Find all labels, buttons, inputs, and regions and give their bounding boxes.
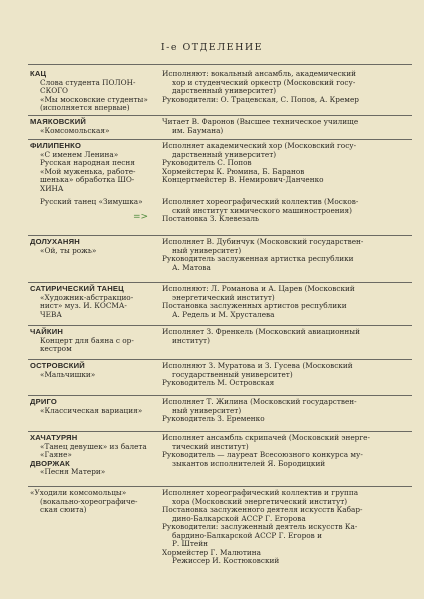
work-line: «Комсомольская» (40, 125, 110, 135)
entry-work (30, 70, 156, 113)
composer-name: ОСТРОВСКИЙ (30, 361, 85, 370)
performer-line: А. Редель и М. Хрусталева (172, 309, 275, 319)
performer-line: Постановка З. Клевезаль (162, 214, 259, 223)
composer-name: ЧАЙКИН (30, 327, 64, 336)
performer-line: бардино-Балкарской АССР Г. Егоров и (172, 530, 322, 540)
performer-line: ский институт химического машиностроения) (172, 205, 352, 215)
entry-performers (162, 434, 408, 468)
performer-line: тический институт) (172, 441, 249, 451)
entry-performers (162, 70, 408, 104)
work-line: «Уходили комсомольцы» (30, 488, 127, 497)
work-line: «С именем Ленина» (40, 149, 119, 159)
work-line: «Художник-абстракцио- (40, 292, 134, 302)
performer-line: Исполняет хореографический коллектив и группа (162, 488, 359, 497)
entry-performers (162, 118, 408, 135)
performer-line: Руководитель заслуженная артистка республики (162, 254, 354, 263)
work-line: СКОГО (40, 86, 69, 95)
entry-performers (162, 285, 408, 319)
composer-name: ДВОРЖАК (30, 458, 70, 468)
entry-performers (162, 398, 408, 424)
performer-line: Хормейстер Г. Малютина (162, 547, 261, 557)
entry-performers (162, 362, 408, 388)
entry-performers (162, 198, 408, 224)
performer-line: государственный университет) (172, 369, 293, 379)
performer-line: энергетический институт) (172, 292, 275, 302)
entry-work (30, 328, 156, 354)
performer-line: Исполняют: Л. Романова и А. Царев (Московский (162, 284, 355, 293)
work-line: «Песня Матери» (40, 467, 106, 476)
work-line: «Ой, ты рожь» (40, 245, 97, 255)
performer-line: Концертмейстер В. Немирович-Данченко (162, 175, 324, 184)
entry-work (30, 285, 156, 319)
performer-line: Руководитель — лауреат Всесоюзного конкурса му- (162, 450, 363, 459)
entry-work (30, 489, 156, 515)
entry-performers (162, 238, 408, 272)
work-line: «Танец девушек» из балета (40, 441, 147, 451)
performer-line: Исполняет В. Дубинчук (Московский государствен- (162, 237, 364, 246)
work-line: «Мальчишки» (40, 369, 96, 379)
work-line: (вокально-хореографиче- (40, 496, 138, 506)
performer-line: Р. Штейн (172, 539, 208, 548)
composer-name: ДРИГО (30, 397, 58, 406)
entry-work (30, 434, 156, 477)
work-line: «Мы московские студенты» (40, 94, 148, 104)
performer-line: хор и студенческий оркестр (Московский госу- (172, 77, 356, 87)
entry-work (30, 142, 156, 193)
performer-line: Руководитель С. Попов (162, 158, 252, 167)
work-line: (исполняется впервые) (40, 103, 130, 112)
arrow-mark: => (133, 212, 149, 222)
composer-name: МАЯКОВСКИЙ (30, 117, 87, 126)
performer-line: зыкантов исполнителей Я. Бородицкий (172, 458, 326, 468)
performer-line: ный университет) (172, 405, 242, 415)
performer-line: Исполняет ансамбль скрипачей (Московский энерге- (162, 433, 370, 442)
performer-line: дарственный университет) (172, 149, 277, 159)
section-heading: I-е ОТДЕЛЕНИЕ (160, 42, 264, 53)
performer-line: дарственный университет) (172, 86, 277, 95)
performer-line: Постановка заслуженных артистов республики (162, 301, 347, 310)
performer-line: Исполняют: вокальный ансамбль, академический (162, 69, 356, 78)
performer-line: Постановка заслуженного деятеля искусств Кабар- (162, 505, 363, 514)
work-line: Русская народная песня (40, 158, 135, 167)
work-line: шенька» обработка ШО- (40, 175, 135, 184)
entry-work (30, 238, 156, 255)
work-line: ЧЕВА (40, 309, 62, 319)
work-line: «Классическая вариация» (40, 405, 143, 415)
performer-line: институт) (172, 335, 210, 345)
performer-line: Руководители: О. Трацевская, С. Попов, А. Кремер (162, 94, 359, 104)
performer-line: Хормейстеры К. Рюмина, Б. Баранов (162, 166, 305, 176)
entry-work (30, 362, 156, 379)
performer-line: Руководитель М. Островская (162, 378, 275, 387)
entry-work (30, 198, 156, 207)
performer-line: Руководитель З. Еременко (162, 414, 265, 423)
entry-work (30, 118, 156, 135)
performer-line: Исполняет хореографический коллектив (Москов- (162, 197, 359, 206)
composer-name: САТИРИЧЕСКИЙ ТАНЕЦ (30, 284, 124, 293)
performer-line: Исполняет академический хор (Московский госу- (162, 141, 357, 150)
work-line: «Мой муженька, работе- (40, 166, 136, 176)
work-line: ская сюита) (40, 505, 87, 514)
composer-name: ХАЧАТУРЯН (30, 433, 78, 442)
performer-line: А. Матова (172, 262, 211, 272)
work-line: Концерт для баяна с ор- (40, 335, 134, 345)
work-line: ХИНА (40, 183, 64, 193)
work-line: Слова студента ПОЛОН- (40, 77, 136, 87)
performer-line: Исполняет Т. Жилина (Московский государствен- (162, 397, 357, 406)
performer-line: Исполняют З. Муратова и З. Гусева (Московский (162, 361, 353, 370)
entry-work (30, 398, 156, 415)
performer-line: Режиссер И. Костюковский (172, 556, 280, 565)
composer-name: ДОЛУХАНЯН (30, 237, 80, 246)
performer-line: им. Баумана) (172, 125, 224, 135)
work-line: «Гаяне» (40, 450, 72, 459)
composer-name: ФИЛИПЕНКО (30, 141, 82, 150)
performer-line: хора (Московский энергетический институт) (172, 496, 348, 506)
entry-performers (162, 328, 408, 345)
entry-performers (162, 142, 408, 185)
performer-line: Исполняет З. Френкель (Московский авиационный (162, 327, 360, 336)
entry-performers (162, 489, 408, 566)
work-line: нист» муз. И. КОСМА- (40, 301, 127, 310)
performer-line: Читает В. Фаронов (Высшее техническое училище (162, 117, 359, 126)
work-line: кестром (40, 344, 72, 353)
performer-line: ный университет) (172, 245, 242, 255)
performer-line: дино-Балкарской АССР Г. Егорова (172, 513, 306, 523)
work-line: Русский танец «Зимушка» (40, 197, 143, 206)
composer-name: КАЦ (30, 69, 47, 78)
performer-line: Руководители: заслуженный деятель искусств Ка- (162, 522, 358, 531)
